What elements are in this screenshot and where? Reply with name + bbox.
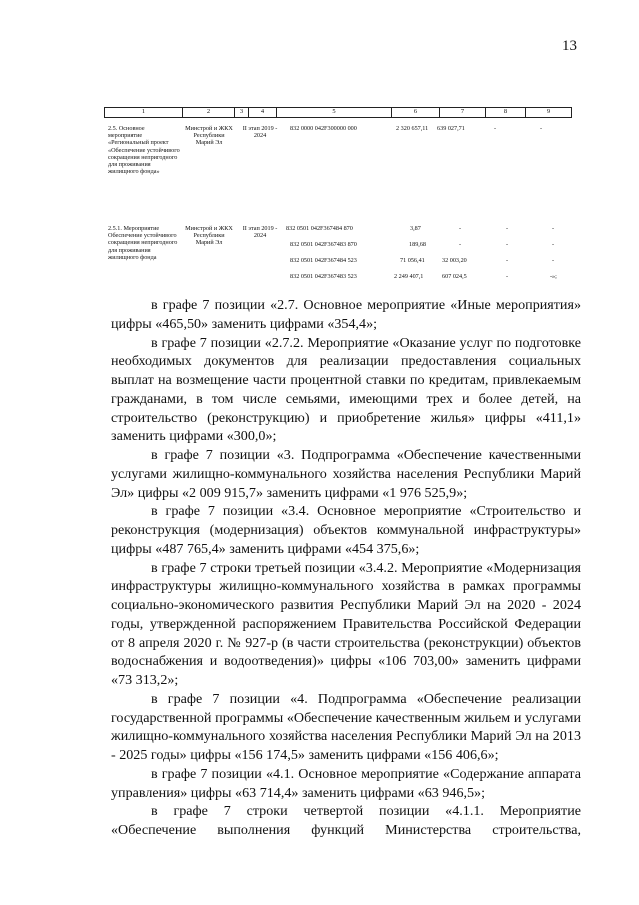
amount-col9-cell: - [552, 225, 555, 232]
budget-code-cell: 832 0501 042F367484 870 [286, 225, 353, 232]
column-header: 5 [276, 108, 391, 117]
activity-name-cell: 2.5.1. Мероприятие Обеспечение устойчивого сокращения непригодного для проживания жилищного фонда [108, 225, 178, 261]
amendment-text [111, 296, 581, 840]
column-header: 4 [248, 108, 276, 117]
table-header-row [104, 107, 572, 118]
amendment-paragraph: в графе 7 строки третьей позиции «3.4.2. Мероприятие «Модернизация инфраструктуры жилищно-коммунального хозяйства в рамках программы социально-экономического развития Республики Марий Эл на 2020 - 2024 годы, утвержденной распоряжением Правительства Российской Федерации от 8 апреля 2020 г. № 927-р (в части строительства (реконструкции) объектов водоснабжения и водоотведения)» цифры «106 703,00» заменить цифрами «73 313,2»; [111, 559, 581, 688]
amount-col8-cell: - [506, 257, 509, 264]
stage-cell: II этап 2019 - 2024 [242, 225, 278, 240]
amount-col8-cell: - [506, 241, 509, 248]
amount-col7-cell: - [459, 225, 462, 232]
amount-col8-cell: - [506, 273, 509, 280]
budget-code-cell: 832 0501 042F367483 523 [290, 273, 357, 280]
amount-col7-cell: 32 003,20 [442, 257, 467, 264]
amount-col7-cell: 639 027,71 [437, 125, 465, 132]
column-header: 1 [104, 108, 182, 117]
amendment-paragraph: в графе 7 позиции «4.1. Основное мероприятие «Содержание аппарата управления» цифры «63 714,4» заменить цифрами «63 946,5»; [111, 765, 581, 801]
amount-col6-cell: 71 056,41 [400, 257, 425, 264]
column-header: 6 [391, 108, 439, 117]
column-header: 3 [234, 108, 248, 117]
column-header: 9 [525, 108, 572, 117]
budget-table [104, 107, 572, 288]
column-header: 7 [439, 108, 485, 117]
amount-col6-cell: 189,68 [409, 241, 427, 248]
amount-col8-cell: - [506, 225, 509, 232]
budget-code-cell: 832 0501 042F367483 870 [290, 241, 357, 248]
amount-col7-cell: 607 024,5 [442, 273, 467, 280]
amount-col9-cell: - [540, 125, 543, 132]
activity-name-cell: 2.5. Основное мероприятие «Региональный проект «Обеспечение устойчивого сокращения непригодного для проживания жилищного фонда» [108, 125, 180, 176]
amendment-paragraph: в графе 7 позиции «2.7.2. Мероприятие «Оказание услуг по подготовке необходимых документов для реализации предоставления социальных выплат на возмещение части процентной ставки по кредитам, привлекаемым гражданами, в том числе семьями, имеющими трех и более детей, на строительство (реконструкцию) и приобретение жилья» цифры «411,1» заменить цифрами «300,0»; [111, 334, 581, 445]
budget-code-cell: 832 0000 042F300000 000 [290, 125, 357, 132]
table-row [104, 118, 572, 216]
amount-col9-cell: - [552, 241, 555, 248]
amendment-paragraph: в графе 7 позиции «3.4. Основное мероприятие «Строительство и реконструкция (модернизация) объектов коммунальной инфраструктуры» цифры «487 765,4» заменить цифрами «454 375,6»; [111, 503, 581, 557]
amount-col7-cell: - [459, 241, 462, 248]
executor-cell: Минстрой и ЖКХ Республики Марий Эл [185, 125, 233, 147]
amount-col6-cell: 3,87 [410, 225, 421, 232]
amount-col6-cell: 2 320 657,11 [396, 125, 429, 132]
amount-col8-cell: - [494, 125, 497, 132]
table-row [104, 216, 572, 288]
amendment-paragraph: в графе 7 позиции «3. Подпрограмма «Обеспечение качественными услугами жилищно-коммунального хозяйства населения Республики Марий Эл» цифры «2 009 915,7» заменить цифрами «1 976 525,9»; [111, 447, 581, 501]
column-header: 8 [485, 108, 525, 117]
amendment-paragraph: в графе 7 позиции «4. Подпрограмма «Обеспечение реализации государственной программы «Обеспечение качественным жильем и услугами жилищно-коммунального хозяйства населения Республики Марий Эл на 2013 - 2025 годы» цифры «156 174,5» заменить цифрами «156 406,6»; [111, 690, 581, 763]
budget-code-cell: 832 0501 042F367484 523 [290, 257, 357, 264]
stage-cell: II этап 2019 - 2024 [242, 125, 278, 140]
amount-col9-cell: -»; [550, 273, 557, 280]
amendment-paragraph: в графе 7 позиции «2.7. Основное мероприятие «Иные мероприятия» цифры «465,50» заменить цифрами «354,4»; [111, 297, 581, 332]
amendment-paragraph: в графе 7 строки четвертой позиции «4.1.1. Мероприятие «Обеспечение выполнения функций Министерства строительства, [111, 803, 581, 838]
amount-col9-cell: - [552, 257, 555, 264]
page-number: 13 [562, 38, 577, 54]
column-header: 2 [182, 108, 234, 117]
amount-col6-cell: 2 249 407,1 [394, 273, 424, 280]
executor-cell: Минстрой и ЖКХ Республики Марий Эл [185, 225, 233, 247]
